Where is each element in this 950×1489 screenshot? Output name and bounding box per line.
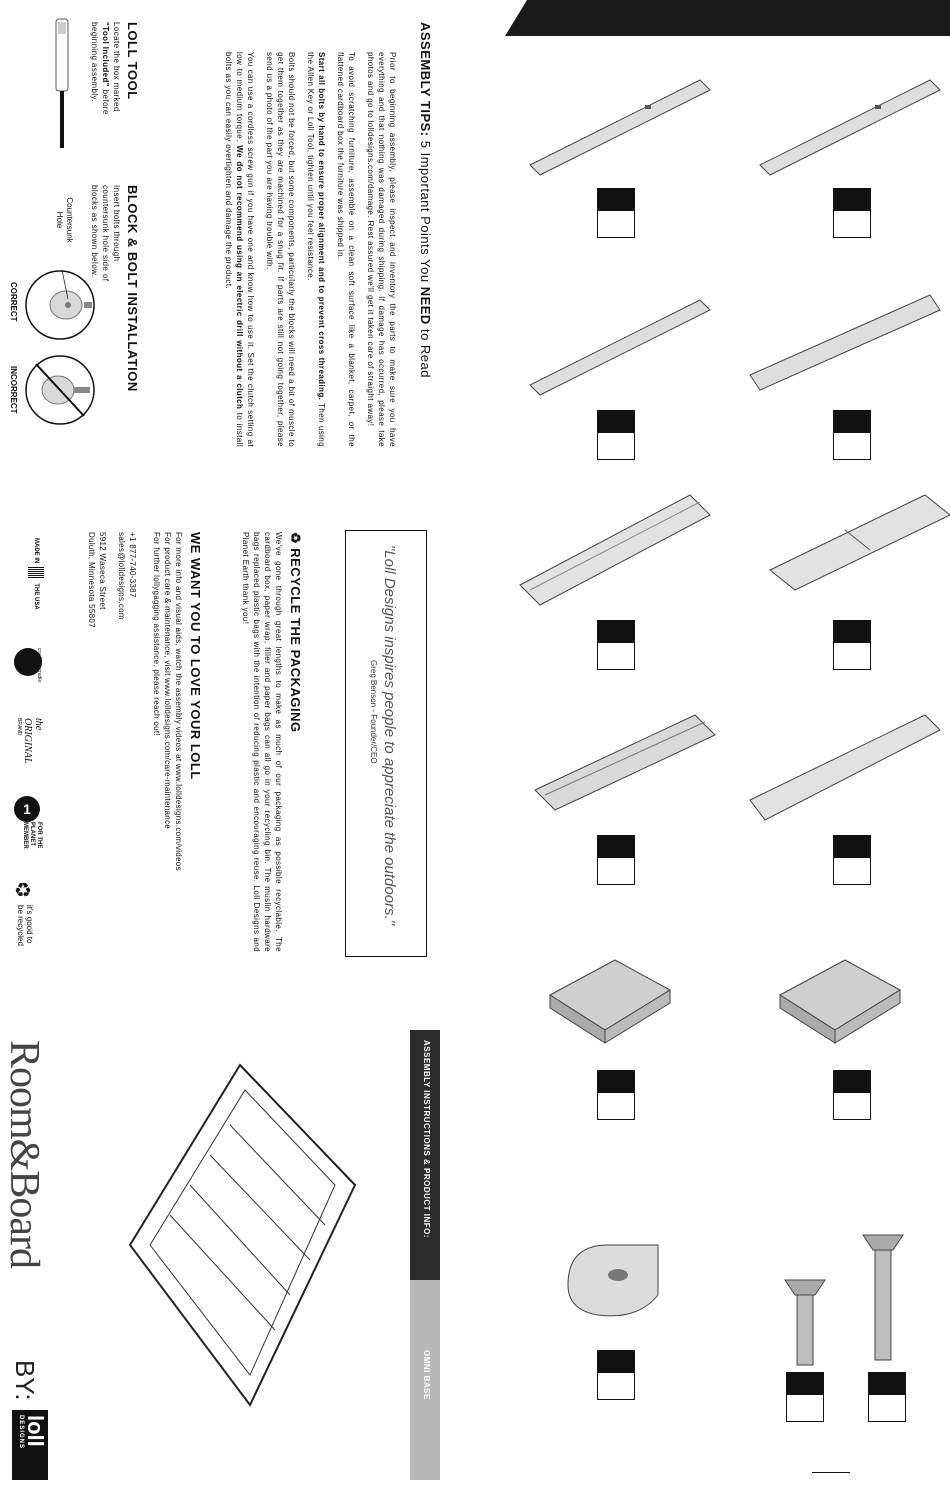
- quote-text-wrap: [381, 545, 398, 945]
- tip-2: To avoid scratching furniture, assemble on a clean soft surface like a blanket, carpet, or the flattened cardboard box the furniture was shipped in.: [336, 52, 356, 447]
- part-block-a: [545, 955, 675, 1045]
- part-tag: [833, 188, 871, 238]
- block-bolt-text: Insert bolts through countersunk hole side of blocks as shown below.: [90, 185, 121, 282]
- part-panel-d: [745, 710, 945, 830]
- part-tag: [868, 1372, 906, 1422]
- contact-email[interactable]: sales@lolldesigns.com: [117, 532, 126, 620]
- part-tag: [786, 1372, 824, 1422]
- recycle-section: [287, 532, 303, 832]
- love-line-1: For more info and visual aids, watch the assembly videos at www.lolldesigns.com/videos: [174, 532, 183, 871]
- divider-line: [812, 1472, 850, 1473]
- part-tag: [833, 835, 871, 885]
- part-tag: [597, 620, 635, 670]
- made-in-usa-badge: MADE IN THE USA: [28, 538, 44, 618]
- original-badge: the ORIGINAL BRAND: [16, 718, 44, 764]
- loll-tool-icon: [55, 18, 69, 148]
- part-bolt-short: [780, 1270, 830, 1370]
- quote-author-wrap: [369, 660, 378, 860]
- header-bar-notch: [505, 0, 527, 36]
- room-board-logo-wrap: [0, 1040, 48, 1268]
- one-percent-icon: 1: [14, 796, 40, 822]
- part-tag: [597, 1350, 635, 1400]
- incorrect-label: INCORRECT: [9, 366, 18, 414]
- part-tag: [833, 410, 871, 460]
- love-section: [188, 532, 203, 862]
- part-panel-a: [515, 490, 715, 610]
- assembly-tips-body: [215, 52, 398, 447]
- part-tag: [833, 1070, 871, 1120]
- part-panel-b: [765, 490, 950, 600]
- part-rail-d: [745, 285, 945, 395]
- contact-street: 5912 Waseca Street: [98, 532, 107, 610]
- header-bar: [505, 0, 950, 36]
- quote-author: Greg Benson - Founder/CEO: [369, 660, 378, 764]
- block-bolt-title: BLOCK & BOLT INSTALLATION: [125, 185, 140, 392]
- assembled-base-illustration: [110, 1045, 370, 1425]
- part-rail-b: [755, 70, 945, 180]
- correct-diagram: [22, 265, 97, 345]
- block-bolt-section: [125, 185, 140, 445]
- loll-logo-text: loll DESIGNS: [18, 1415, 48, 1450]
- tip-1: Prior to beginning assembly, please inspect and inventory the parts to make sure you have everything and that nothing was damaged during shipping. If damage has occurred, please take photos and go to lolldesigns.com/damage. Rest assured we'll get it taken care of straight away!: [366, 52, 397, 447]
- loll-tool-text: Locate the box marked "Tool Included" before beginning assembly.: [90, 22, 121, 115]
- part-rail-c: [525, 290, 715, 400]
- recycle-body: We've gone through great lengths to make as much of our packaging as possible recyclable. The cardboard box, paper wrap, filler and paper bags can all go in your recycling bin. The muslin hardware bags replaced plastic bags with the intention of reducing plastic and encouraging reuse. Loll Designs and Planet Earth thank you!: [241, 532, 283, 952]
- recycle-icon: ♻: [288, 532, 303, 545]
- sidebar-assembly-label: ASSEMBLY INSTRUCTIONS & PRODUCT INFO:: [422, 1040, 431, 1239]
- part-spacer: [558, 1235, 668, 1325]
- by-label: BY:: [10, 1360, 40, 1401]
- loll-tool-section: [125, 22, 140, 162]
- usa-map-icon: [28, 567, 44, 579]
- part-tag: [597, 410, 635, 460]
- part-tag: [597, 188, 635, 238]
- love-line-2: For product care & maintenance, visit www.lolldesigns.com/care-maintenance: [163, 532, 172, 829]
- cradle-label-wrap: cradle to cradle: [36, 648, 42, 683]
- part-panel-c: [530, 710, 720, 820]
- sidebar-product-label: OMNI BASE: [422, 1350, 431, 1400]
- love-title: WE WANT YOU TO LOVE YOUR LOLL: [188, 532, 203, 780]
- recycle-title: ♻ RECYCLE THE PACKAGING: [288, 532, 303, 733]
- tip-4: Bolts should not be forced, but some components, particularly the blocks will need a bit of muscle to get them together as they are machined for a snug fit. If parts are still not going together, please send us a photo of the part you are having trouble with.: [265, 52, 296, 447]
- one-percent-label: FOR THE PLANET MEMBER: [22, 822, 42, 849]
- tip-3: Start all bolts by hand to ensure proper alignment and to prevent cross threading. Then using the Allen Key or Loll Tool, tighten until you feel resistance.: [306, 52, 326, 447]
- love-body: [151, 532, 184, 952]
- contact-phone: +1 877-740-3387: [128, 532, 137, 598]
- part-tag: [597, 1070, 635, 1120]
- quote-text: "Loll Designs inspires people to appreciate the outdoors.": [381, 545, 398, 926]
- incorrect-diagram: [22, 350, 97, 430]
- part-bolt-long: [858, 1225, 908, 1365]
- contact-city: Duluth, Minnesota 55807: [87, 532, 96, 628]
- correct-label: CORRECT: [9, 282, 18, 322]
- room-board-logo: Room&Board: [1, 1040, 47, 1268]
- by-label-wrap: [9, 1360, 40, 1410]
- love-line-3: For further lollygagging assistance, please reach out!: [152, 532, 161, 736]
- recycle-badge-icon: ♻: [14, 880, 32, 902]
- part-rail-a: [525, 70, 715, 180]
- part-tag: [597, 835, 635, 885]
- assembly-tips-section: [406, 22, 433, 442]
- recycle-badge-label: it's good to be recycled: [16, 905, 34, 946]
- contact-block: [86, 532, 138, 672]
- part-block-b: [775, 955, 905, 1045]
- loll-tool-title: LOLL TOOL: [125, 22, 140, 100]
- part-tag: [833, 620, 871, 670]
- tip-5: You can use a cordless screw gun if you have one and know how to use it. Set the clutch setting at low to medium torque. We do not recommend using an electric drill without a clutch to install bolts as you can easily overtighten and damage the product.: [224, 52, 255, 448]
- assembly-tips-heading: ASSEMBLY TIPS: 5 Important Points You NEED to Read: [418, 22, 433, 378]
- countersunk-callout: Countersunk Hole: [55, 197, 74, 243]
